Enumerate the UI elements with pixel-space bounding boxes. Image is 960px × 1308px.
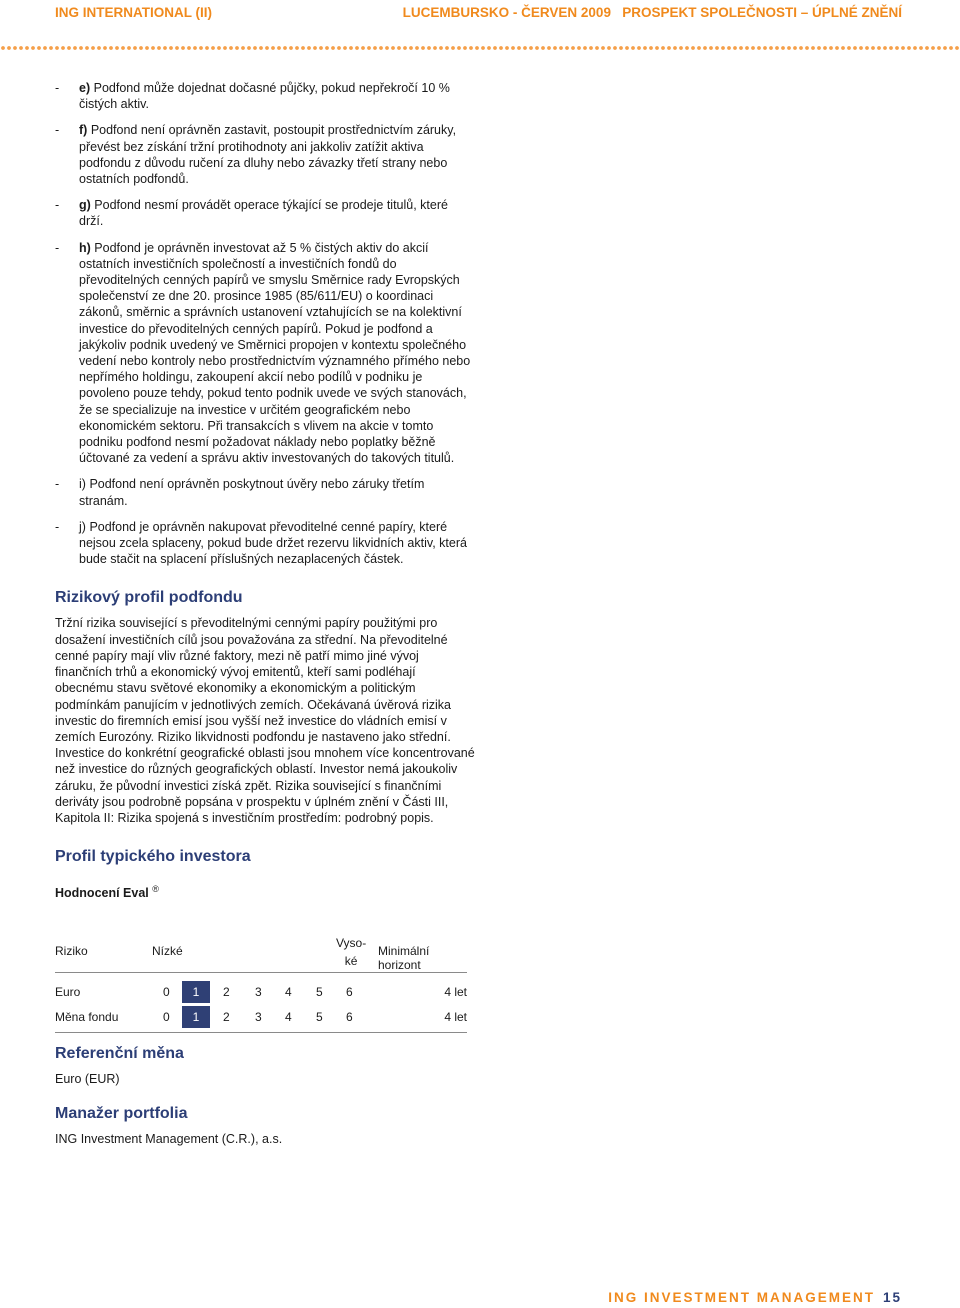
scale-cell: 2 — [223, 985, 230, 999]
reference-section — [55, 1045, 475, 1087]
risk-table-divider — [55, 972, 467, 973]
scale-cell: 2 — [223, 1010, 230, 1024]
header-low: Nízké — [152, 944, 183, 958]
scale-cell: 6 — [346, 1010, 353, 1024]
restriction-text: Podfond nesmí provádět operace týkající se prodeje titulů, které drží. — [79, 198, 448, 229]
restriction-label: i) — [79, 477, 86, 492]
restriction-label: h) — [79, 240, 91, 255]
scale-cell: 0 — [163, 985, 170, 999]
risk-row-euro — [55, 981, 467, 1003]
restriction-item: - h) Podfond je oprávněn investovat až 5 % čistých aktiv do akcií ostatních investičních společností a investičních fondů do převoditelných cenných papírů ve smyslu Směrnice rady Evropských společenství ze dne 20. prosince 1985 (85/611/EU) o koordinaci zákonů, směrnic a správních ustanovení vztahujících se na kolektivní investice do převoditelných cenných papírů. Pokud je podfond a jakýkoliv podnik uvedený ve Směrnici propojen v kontextu společného vedení nebo kontroly nebo prostřednictvím významného přímého nebo nepřímého holdingu, zakoupení akcií nebo podílů v podniku je povoleno pouze tehdy, pokud tento podnik uvede ve svých stanovách, že se specializuje na investice v určitém geografickém nebo ekonomickém sektoru. Při transakcích s vlivem na akcie v tomto podniku podfond nesmí požadovat náklady nebo poplatky běžně účtované za vedení a správu aktiv investovaných do takových titulů. — [55, 240, 471, 466]
restriction-item: - f) Podfond není oprávněn zastavit, postoupit prostřednictvím záruky, převést bez získání tržní protihodnoty ani jakkoliv zatížit aktiva podfondu z důvodu ručení za dluhy nebo závazky třetí strany nebo ostatních podfondů. — [55, 123, 457, 187]
restriction-text: Podfond je oprávněn nakupovat převoditelné cenné papíry, které nejsou zcela splaceny, pokud bude držet rezervu likvidních aktiv, která bude stačit na splacení příslušných nezaplacených částek. — [79, 519, 467, 567]
restriction-label: g) — [79, 198, 91, 213]
scale-cell: 4 — [285, 1010, 292, 1024]
restriction-item: - g) Podfond nesmí provádět operace týkající se prodeje titulů, které drží. — [55, 198, 448, 229]
risk-row-fund-currency — [55, 1006, 467, 1028]
restriction-text: Podfond může dojednat dočasné půjčky, pokud nepřekročí 10 % čistých aktiv. — [79, 81, 450, 112]
restriction-text: Podfond je oprávněn investovat až 5 % čistých aktiv do akcií ostatních investičních společností a investičních fondů do převoditelných cenných papírů ve smyslu Směrnice rady Evropských společenství ze dne 20. prosince 1985 (85/611/EU) o koordinaci zákonů, směrnic a správních ustanovení vztahujících se na kolektivní investice do převoditelných cenných papírů. Pokud je podfond a jakýkoliv podnik uvedený ve Směrnici propojen v kontextu společného vedení nebo kontroly nebo prostřednictvím významného přímého nebo nepřímého holdingu, zakoupení akcií nebo podílů v podniku je povoleno pouze tehdy, pokud tento podnik uvede ve svých stanovách, že se specializuje na investice v určitém geografickém nebo ekonomickém sektoru. Při transakcích s vlivem na akcie v tomto podniku podfond nesmí požadovat náklady nebo poplatky běžně účtované za vedení a správu aktiv investovaných do takových titulů. — [79, 240, 471, 466]
header-fund-name: ING INTERNATIONAL (II) — [55, 5, 212, 20]
scale-cell: 3 — [255, 985, 262, 999]
restriction-item: - i) Podfond není oprávněn poskytnout úvěry nebo záruky třetím stranám. — [55, 477, 425, 508]
header-high: Vyso- ké — [336, 936, 367, 968]
scale-cell: 3 — [255, 1010, 262, 1024]
row-horizon: 4 let — [444, 1010, 467, 1024]
scale-cell: 5 — [316, 985, 323, 999]
page-footer — [608, 1290, 902, 1305]
row-horizon: 4 let — [444, 985, 467, 999]
scale-cell: 6 — [346, 985, 353, 999]
investor-profile-heading: Profil typického investora — [55, 848, 251, 866]
restriction-item: - j) Podfond je oprávněn nakupovat převoditelné cenné papíry, které nejsou zcela splaceny, pokud bude držet rezervu likvidních aktiv, která bude stačit na splacení příslušných nezaplacených částek. — [55, 519, 467, 567]
risk-profile-text: Tržní rizika související s převoditelnými cennými papíry použitými pro dosažení investičních cílů jsou považována za střední. Na převoditelné cenné papíry mají vliv různé faktory, mezi ně patří mimo jiné vývoj finančních trhů a ekonomický vývoj emitentů, kteří sami podléhají obecnému stavu světové ekonomiky a ekonomickým a politickým podmínkám panujícím v jednotlivých zemích. Očekávaná úvěrová rizika investic do firemních emisí jsou vyšší než investice do vládních emisí v zemích Eurozóny. Riziko likvidnosti podfondu je nastaveno jako střední. Investice do konkrétní geografické oblasti jsou mnohem více koncentrované než investice do různých geografických oblastí. Investor nemá jakoukoliv záruku, že původní investici získá zpět. Rizika související s finančními deriváty jsou podrobně popsána v prospektu v úplném znění v Části III, Kapitola II: Rizika spojená s investičním prostředím: podrobný popis. — [55, 616, 475, 825]
restriction-text: Podfond není oprávněn zastavit, postoupit prostřednictvím záruky, převést bez získání tržní protihodnoty ani jakkoliv zatížit aktiva podfondu z důvodu ručení za dluhy nebo závazky třetí strany nebo ostatních podfondů. — [79, 123, 457, 187]
dotted-divider — [0, 45, 960, 51]
header-document-title: LUCEMBURSKO - ČERVEN 2009 PROSPEKT SPOLEČNOSTI – ÚPLNÉ ZNĚNÍ — [402, 5, 902, 20]
scale-cell-selected: 1 — [182, 1006, 210, 1028]
registered-mark: ® — [152, 884, 159, 895]
portfolio-manager-heading: Manažer portfolia — [55, 1105, 188, 1122]
portfolio-manager-text: ING Investment Management (C.R.), a.s. — [55, 1132, 283, 1146]
page-number: 15 — [882, 1290, 902, 1305]
header-risk: Riziko — [55, 944, 88, 958]
reference-currency-heading: Referenční měna — [55, 1045, 184, 1062]
restriction-text: Podfond není oprávněn poskytnout úvěry nebo záruky třetím stranám. — [79, 477, 425, 508]
eval-rating-title: Hodnocení Eval ® — [55, 884, 159, 901]
scale-cell: 5 — [316, 1010, 323, 1024]
footer-brand: ING INVESTMENT MANAGEMENT — [608, 1290, 875, 1305]
restriction-label: e) — [79, 81, 91, 95]
risk-table-header — [55, 932, 467, 972]
row-label: Měna fondu — [55, 1010, 119, 1024]
main-column — [55, 80, 475, 900]
scale-cell: 0 — [163, 1010, 170, 1024]
reference-currency-text: Euro (EUR) — [55, 1072, 120, 1086]
risk-profile-heading: Rizikový profil podfondu — [55, 589, 243, 607]
header-min-horizon: Minimální horizont — [378, 944, 430, 972]
restriction-label: j) — [79, 519, 86, 534]
manager-section — [55, 1105, 475, 1147]
risk-table-bottom-rule — [55, 1032, 467, 1033]
risk-rating-table — [55, 932, 467, 1033]
restriction-item: - e) Podfond může dojednat dočasné půjčky, pokud nepřekročí 10 % čistých aktiv. — [55, 81, 450, 112]
row-label: Euro — [55, 985, 81, 999]
scale-cell: 4 — [285, 985, 292, 999]
scale-cell-selected: 1 — [182, 981, 210, 1003]
page-header — [55, 5, 902, 23]
restriction-label: f) — [79, 123, 88, 138]
